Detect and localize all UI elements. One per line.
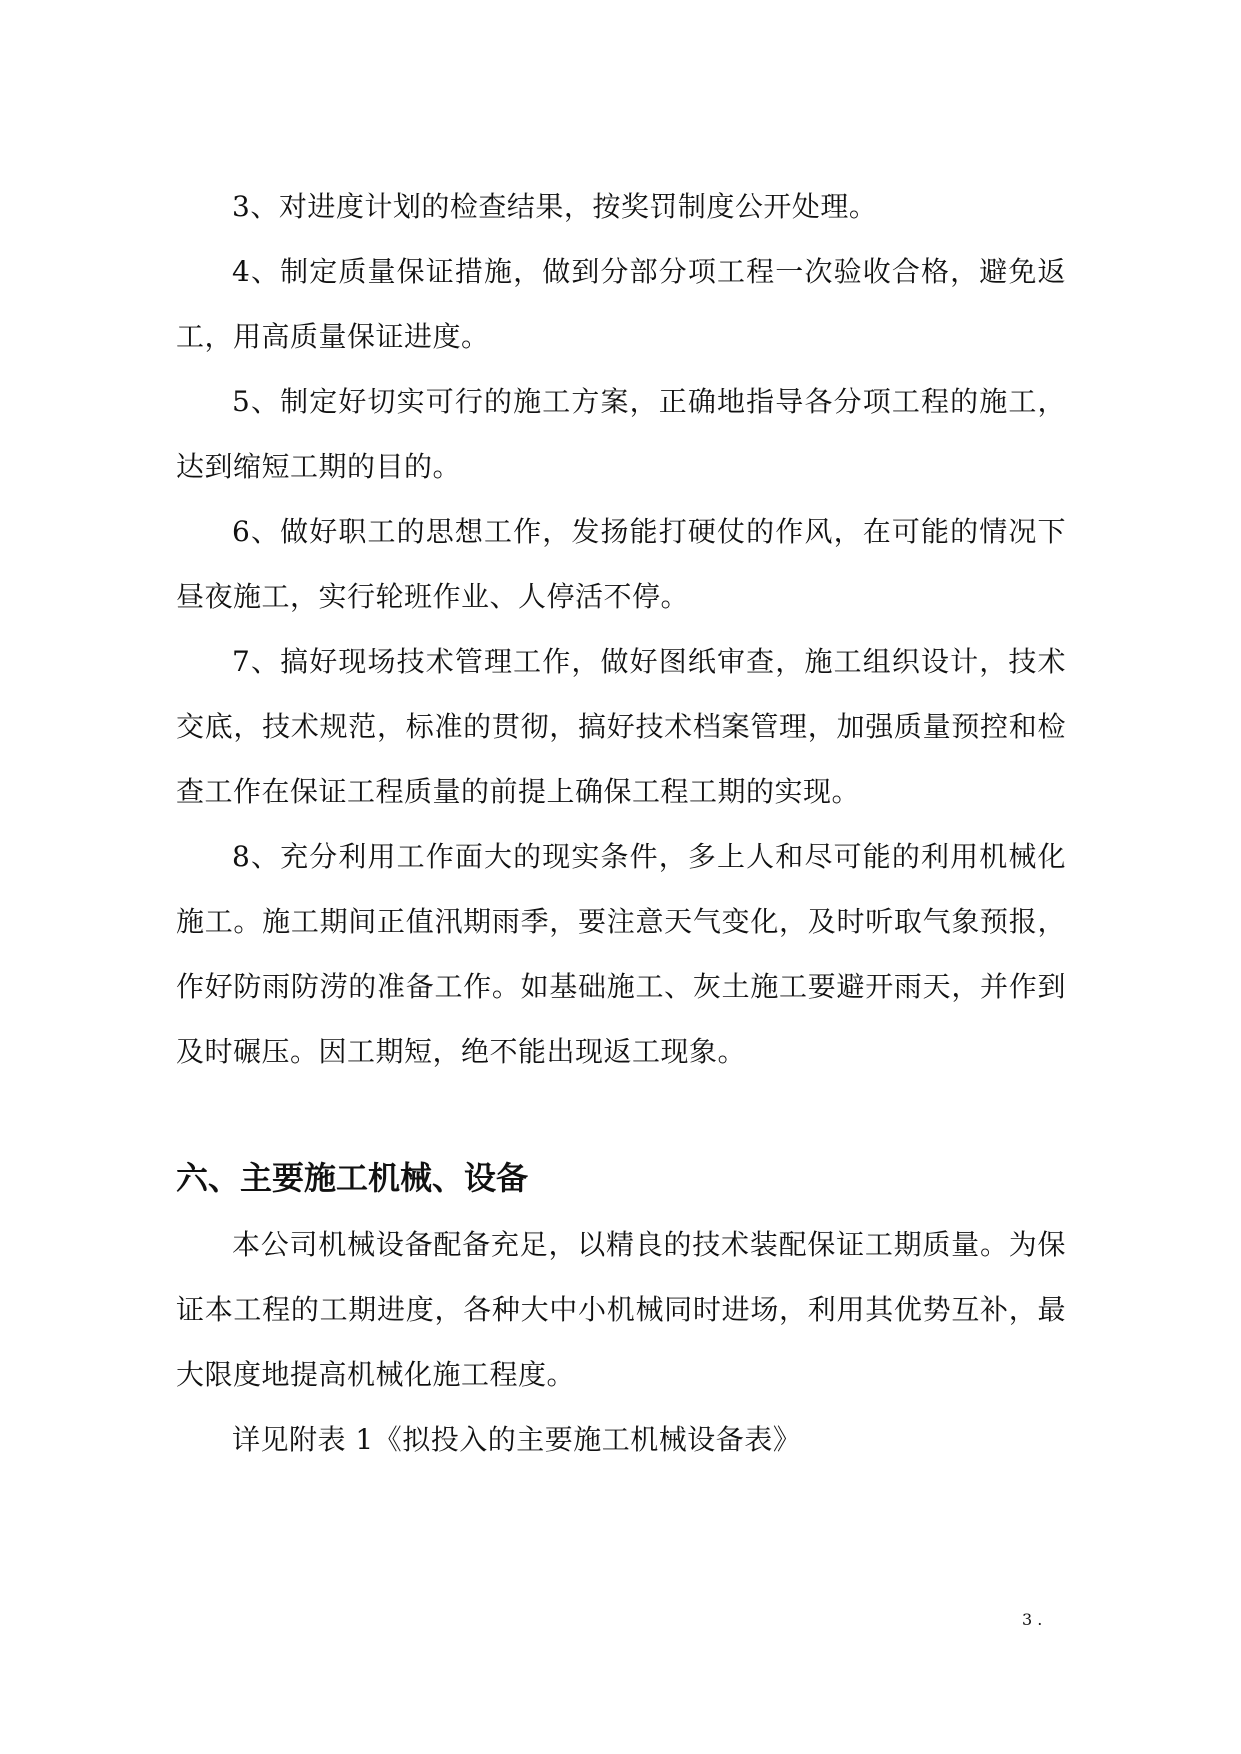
- paragraph-8: 8、充分利用工作面大的现实条件，多上人和尽可能的利用机械化施工。施工期间正值汛期雨季，要注意天气变化，及时听取气象预报，作好防雨防涝的准备工作。如基础施工、灰土施工要避开雨天，并作到及时碾压。因工期短，绝不能出现返工现象。: [176, 840, 1066, 1068]
- equipment-paragraph: 本公司机械设备配备充足，以精良的技术装配保证工期质量。为保证本工程的工期进度，各种大中小机械同时进场，利用其优势互补，最大限度地提高机械化施工程度。: [176, 1228, 1066, 1391]
- section6-body: [176, 1212, 1066, 1472]
- section-heading: 六、主要施工机械、设备: [176, 1159, 529, 1197]
- section-body: [176, 174, 1066, 1084]
- paragraph-3: 3、对进度计划的检查结果，按奖罚制度公开处理。: [232, 190, 878, 223]
- paragraph-4: 4、制定质量保证措施，做到分部分项工程一次验收合格，避免返工，用高质量保证进度。: [176, 255, 1066, 353]
- appendix-reference: 详见附表 1《拟投入的主要施工机械设备表》: [232, 1423, 802, 1456]
- page-number: 3 .: [1022, 1610, 1043, 1629]
- paragraph-7: 7、搞好现场技术管理工作，做好图纸审查，施工组织设计，技术交底，技术规范，标准的贯彻，搞好技术档案管理，加强质量预控和检查工作在保证工程质量的前提上确保工程工期的实现。: [176, 645, 1066, 808]
- paragraph-5: 5、制定好切实可行的施工方案，正确地指导各分项工程的施工，达到缩短工期的目的。: [176, 385, 1066, 483]
- paragraph-6: 6、做好职工的思想工作，发扬能打硬仗的作风，在可能的情况下昼夜施工，实行轮班作业、人停活不停。: [176, 515, 1066, 613]
